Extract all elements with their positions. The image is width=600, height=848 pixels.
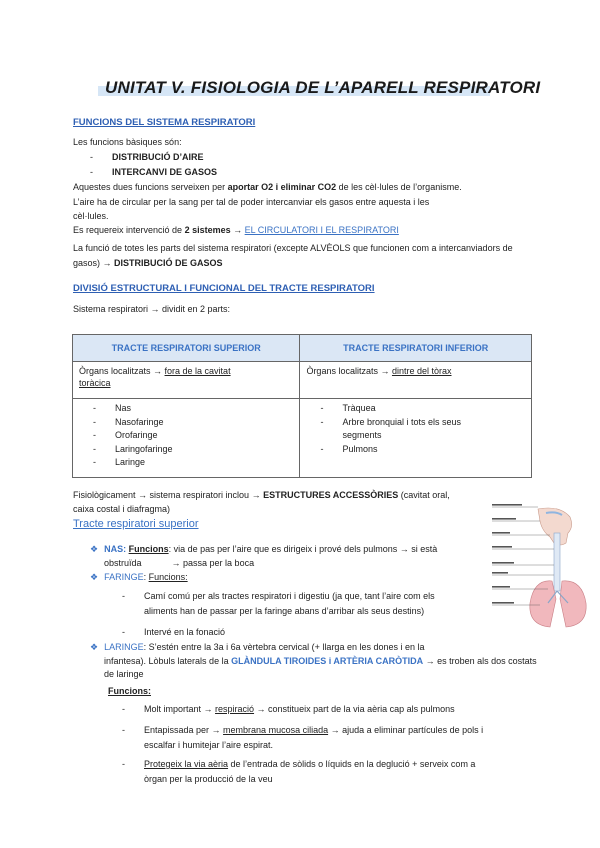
list-item: - Entapissada per → membrana mucosa ciliada → ajuda a eliminar partícules de pols i <box>122 725 484 735</box>
list-item: - Pulmons <box>320 443 378 454</box>
list-item: - Protegeix la via aèria de l’entrada de sòlids o líquids en la deglució + serveix com a <box>122 759 476 769</box>
intro-text: Les funcions bàsiques són: <box>73 137 182 147</box>
page-title: UNITAT V. FISIOLOGIA DE L’APARELL RESPIRATORI <box>105 78 541 97</box>
diamond-bullet-icon: ❖ <box>90 544 99 554</box>
list-item: - Camí comú per als tractes respiratori i digestiu (ja que, tant l’aire com els <box>122 591 435 601</box>
paragraph: de laringe <box>104 669 144 679</box>
list-item: - Tràquea <box>320 403 376 413</box>
list-item: segments <box>342 430 382 440</box>
paragraph: aliments han de passar per la faringe abans d’arribar als seus destins) <box>144 606 425 616</box>
table-cell: Òrgans localitzats → dintre del tòrax <box>300 362 532 399</box>
paragraph: L’aire ha de circular per la sang per tal de poder intercanviar els gasos entre aquesta i les <box>73 197 430 207</box>
paragraph: obstruïda → passa per la boca <box>104 558 255 568</box>
table-cell-upper-list <box>73 399 300 478</box>
list-item: - INTERCANVI DE GASOS <box>90 167 218 177</box>
list-item: - Nas <box>93 403 132 413</box>
section-heading-funcions: FUNCIONS DEL SISTEMA RESPIRATORI <box>73 117 256 128</box>
table-header-superior: TRACTE RESPIRATORI SUPERIOR <box>73 335 300 362</box>
list-item: - Arbre bronquial i tots els seus <box>320 416 461 427</box>
paragraph: La funció de totes les parts del sistema respiratori (excepte ALVÈOLS que funcionen com a intercanviadors de <box>73 243 513 253</box>
list-item: - Nasofaringe <box>93 416 164 427</box>
paragraph: escalfar i humitejar l’aire espirat. <box>144 740 274 750</box>
list-item: - Intervé en la fonació <box>122 627 226 637</box>
list-item-nas: ❖ NAS: Funcions: via de pas per l’aire que es dirigeix i prové dels pulmons → si està <box>90 544 438 554</box>
table-cell: Òrgans localitzats → fora de la cavitat toràcica <box>73 362 300 399</box>
paragraph: Aquestes dues funcions serveixen per aportar O2 i eliminar CO2 de les cèl·lules de l’organisme. <box>73 182 462 192</box>
list-item: - Laringe <box>93 457 146 467</box>
paragraph: caixa costal i diafragma) <box>73 504 171 514</box>
list-item-faringe: ❖ FARINGE: Funcions: <box>90 572 188 582</box>
paragraph: gasos) → DISTRIBUCIÓ DE GASOS <box>73 258 223 268</box>
table-cell-lower-list <box>300 399 532 478</box>
list-item: - Laringofaringe <box>93 443 173 454</box>
list-item: - DISTRIBUCIÓ D’AIRE <box>90 152 204 162</box>
paragraph: Es requereix intervenció de 2 sistemes → EL CIRCULATORI I EL RESPIRATORI <box>73 225 399 235</box>
intro-text: Sistema respiratori → dividit en 2 parts: <box>73 304 231 314</box>
list-item: - Molt important → respiració → constitueix part de la via aèria cap als pulmons <box>122 704 455 714</box>
tract-table <box>72 334 532 478</box>
section-heading-superior: Tracte respiratori superior <box>73 518 199 530</box>
paragraph: infantesa). Lòbuls laterals de la GLÀNDULA TIROIDES i ARTÈRIA CARÒTIDA → es troben als dos costats <box>104 656 537 666</box>
list-item: - Orofaringe <box>93 430 158 440</box>
funcions-label: Funcions: <box>108 686 151 696</box>
paragraph: òrgan per la producció de la veu <box>144 774 273 784</box>
paragraph: Fisiològicament → sistema respiratori inclou → ESTRUCTURES ACCESSÒRIES (cavitat oral, <box>73 490 450 500</box>
respiratory-tract-illustration <box>490 503 595 635</box>
diamond-bullet-icon: ❖ <box>90 572 99 582</box>
section-heading-divisio: DIVISIÓ ESTRUCTURAL I FUNCIONAL DEL TRACTE RESPIRATORI <box>73 283 375 294</box>
diamond-bullet-icon: ❖ <box>90 642 99 652</box>
table-header-inferior: TRACTE RESPIRATORI INFERIOR <box>300 335 532 362</box>
paragraph: cèl·lules. <box>73 211 109 221</box>
list-item-laringe: ❖ LARINGE: S’estén entre la 3a i 6a vèrtebra cervical (+ llarga en les dones i en la <box>90 642 425 652</box>
